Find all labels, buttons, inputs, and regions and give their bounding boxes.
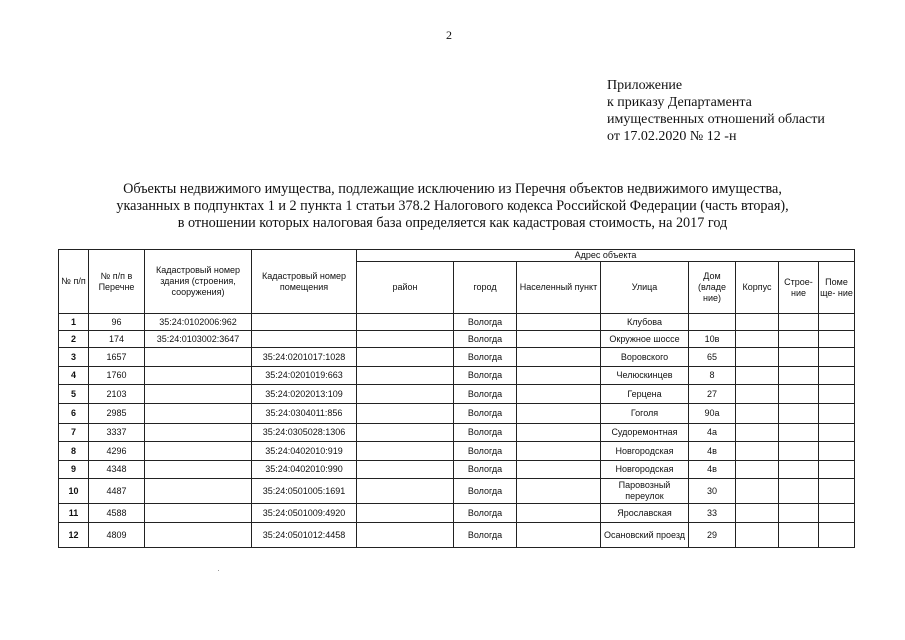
cell-settlement (517, 331, 601, 348)
cell-district (357, 367, 454, 385)
cell-premise-cadastral (252, 331, 357, 348)
cell-stroenie (779, 348, 819, 367)
cell-premise-cadastral: 35:24:0201017:1028 (252, 348, 357, 367)
cell-num: 7 (59, 424, 89, 442)
cell-house: 4в (689, 442, 736, 461)
scan-speck (218, 570, 219, 571)
cell-district (357, 331, 454, 348)
cell-building-cadastral (145, 385, 252, 404)
cell-district (357, 314, 454, 331)
cell-premise-cadastral: 35:24:0304011:856 (252, 404, 357, 424)
cell-street: Ярославская (601, 504, 689, 523)
cell-house: 8 (689, 367, 736, 385)
cell-building-cadastral (145, 404, 252, 424)
table-row (59, 442, 855, 461)
header-building-cadastral: Кадастровый номер здания (строения, сооружения) (145, 250, 252, 314)
cell-building-cadastral (145, 442, 252, 461)
cell-pomeshchenie (819, 348, 855, 367)
cell-settlement (517, 461, 601, 479)
cell-city: Вологда (454, 461, 517, 479)
cell-city: Вологда (454, 314, 517, 331)
cell-street: Воровского (601, 348, 689, 367)
cell-premise-cadastral: 35:24:0501005:1691 (252, 479, 357, 504)
table-row (59, 385, 855, 404)
cell-list-num: 4588 (89, 504, 145, 523)
cell-city: Вологда (454, 404, 517, 424)
cell-settlement (517, 504, 601, 523)
cell-korpus (736, 314, 779, 331)
cell-stroenie (779, 504, 819, 523)
cell-list-num: 1657 (89, 348, 145, 367)
cell-list-num: 1760 (89, 367, 145, 385)
table-row (59, 479, 855, 504)
cell-district (357, 504, 454, 523)
cell-district (357, 523, 454, 548)
cell-korpus (736, 479, 779, 504)
cell-num: 5 (59, 385, 89, 404)
cell-building-cadastral (145, 424, 252, 442)
cell-district (357, 424, 454, 442)
table-row (59, 314, 855, 331)
cell-num: 12 (59, 523, 89, 548)
cell-street: Новгородская (601, 442, 689, 461)
cell-stroenie (779, 385, 819, 404)
cell-korpus (736, 385, 779, 404)
header-house: Дом (владе ние) (689, 262, 736, 314)
title-line-2: указанных в подпунктах 1 и 2 пункта 1 статьи 378.2 Налогового кодекса Российской Федерации (часть вторая), (116, 198, 789, 214)
cell-pomeshchenie (819, 314, 855, 331)
cell-settlement (517, 523, 601, 548)
cell-settlement (517, 385, 601, 404)
cell-city: Вологда (454, 523, 517, 548)
cell-house (689, 314, 736, 331)
cell-house: 27 (689, 385, 736, 404)
cell-building-cadastral: 35:24:0103002:3647 (145, 331, 252, 348)
cell-settlement (517, 314, 601, 331)
table-row (59, 523, 855, 548)
cell-pomeshchenie (819, 385, 855, 404)
cell-building-cadastral (145, 523, 252, 548)
cell-pomeshchenie (819, 331, 855, 348)
table-row (59, 348, 855, 367)
cell-city: Вологда (454, 479, 517, 504)
cell-korpus (736, 504, 779, 523)
cell-district (357, 442, 454, 461)
cell-num: 11 (59, 504, 89, 523)
cell-building-cadastral (145, 348, 252, 367)
cell-house: 10в (689, 331, 736, 348)
header-district: район (357, 262, 454, 314)
header-korpus: Корпус (736, 262, 779, 314)
cell-street: Челюскинцев (601, 367, 689, 385)
cell-street: Клубова (601, 314, 689, 331)
cell-korpus (736, 331, 779, 348)
cell-list-num: 174 (89, 331, 145, 348)
cell-city: Вологда (454, 442, 517, 461)
cell-house: 4а (689, 424, 736, 442)
cell-pomeshchenie (819, 404, 855, 424)
cell-settlement (517, 348, 601, 367)
cell-building-cadastral (145, 367, 252, 385)
cell-premise-cadastral: 35:24:0202013:109 (252, 385, 357, 404)
header-premise-cadastral: Кадастровый номер помещения (252, 250, 357, 314)
cell-stroenie (779, 523, 819, 548)
cell-district (357, 385, 454, 404)
cell-num: 1 (59, 314, 89, 331)
cell-num: 2 (59, 331, 89, 348)
cell-building-cadastral (145, 461, 252, 479)
header-pomeshchenie: Поме ще- ние (819, 262, 855, 314)
cell-num: 3 (59, 348, 89, 367)
cell-city: Вологда (454, 348, 517, 367)
cell-city: Вологда (454, 424, 517, 442)
cell-premise-cadastral: 35:24:0501012:4458 (252, 523, 357, 548)
cell-pomeshchenie (819, 479, 855, 504)
header-city: город (454, 262, 517, 314)
cell-stroenie (779, 424, 819, 442)
cell-building-cadastral (145, 504, 252, 523)
header-list-num: № п/п в Перечне (89, 250, 145, 314)
cell-street: Паровозный переулок (601, 479, 689, 504)
cell-stroenie (779, 461, 819, 479)
appendix-line-3: имущественных отношений области (607, 112, 825, 127)
cell-settlement (517, 424, 601, 442)
cell-city: Вологда (454, 367, 517, 385)
objects-table (58, 249, 855, 548)
cell-list-num: 4487 (89, 479, 145, 504)
cell-num: 9 (59, 461, 89, 479)
cell-district (357, 348, 454, 367)
cell-pomeshchenie (819, 367, 855, 385)
cell-street: Новгородская (601, 461, 689, 479)
header-num: № п/п (59, 250, 89, 314)
table-row (59, 461, 855, 479)
table-row (59, 331, 855, 348)
cell-settlement (517, 367, 601, 385)
cell-premise-cadastral: 35:24:0201019:663 (252, 367, 357, 385)
cell-street: Судоремонтная (601, 424, 689, 442)
title-line-3: в отношении которых налоговая база определяется как кадастровая стоимость, на 2017 год (177, 215, 728, 231)
cell-district (357, 404, 454, 424)
document-title (40, 181, 865, 232)
cell-stroenie (779, 442, 819, 461)
cell-house: 29 (689, 523, 736, 548)
cell-settlement (517, 479, 601, 504)
cell-settlement (517, 404, 601, 424)
cell-premise-cadastral: 35:24:0402010:990 (252, 461, 357, 479)
table-row (59, 504, 855, 523)
cell-stroenie (779, 331, 819, 348)
cell-house: 30 (689, 479, 736, 504)
cell-premise-cadastral: 35:24:0501009:4920 (252, 504, 357, 523)
cell-num: 8 (59, 442, 89, 461)
cell-list-num: 2103 (89, 385, 145, 404)
cell-korpus (736, 461, 779, 479)
cell-house: 4в (689, 461, 736, 479)
cell-city: Вологда (454, 504, 517, 523)
header-address-group: Адрес объекта (357, 250, 855, 262)
header-stroenie: Строе- ние (779, 262, 819, 314)
cell-list-num: 96 (89, 314, 145, 331)
cell-house: 33 (689, 504, 736, 523)
cell-city: Вологда (454, 331, 517, 348)
cell-district (357, 461, 454, 479)
cell-house: 65 (689, 348, 736, 367)
cell-premise-cadastral: 35:24:0305028:1306 (252, 424, 357, 442)
cell-korpus (736, 523, 779, 548)
cell-house: 90а (689, 404, 736, 424)
cell-settlement (517, 442, 601, 461)
cell-stroenie (779, 479, 819, 504)
appendix-block (607, 77, 825, 145)
cell-city: Вологда (454, 385, 517, 404)
cell-stroenie (779, 367, 819, 385)
cell-pomeshchenie (819, 424, 855, 442)
cell-korpus (736, 367, 779, 385)
cell-district (357, 479, 454, 504)
cell-pomeshchenie (819, 442, 855, 461)
header-street: Улица (601, 262, 689, 314)
appendix-line-1: Приложение (607, 78, 683, 93)
cell-street: Герцена (601, 385, 689, 404)
cell-building-cadastral (145, 479, 252, 504)
cell-num: 4 (59, 367, 89, 385)
cell-street: Гоголя (601, 404, 689, 424)
cell-korpus (736, 348, 779, 367)
cell-stroenie (779, 404, 819, 424)
table-row (59, 367, 855, 385)
cell-list-num: 3337 (89, 424, 145, 442)
cell-list-num: 4809 (89, 523, 145, 548)
cell-building-cadastral: 35:24:0102006:962 (145, 314, 252, 331)
header-settlement: Населенный пункт (517, 262, 601, 314)
cell-stroenie (779, 314, 819, 331)
title-line-1: Объекты недвижимого имущества, подлежащие исключению из Перечня объектов недвижимого имущества, (123, 181, 782, 197)
cell-korpus (736, 404, 779, 424)
cell-pomeshchenie (819, 461, 855, 479)
table-row (59, 404, 855, 424)
cell-list-num: 4296 (89, 442, 145, 461)
appendix-line-2: к приказу Департамента (607, 95, 752, 110)
page-number: 2 (446, 28, 452, 42)
cell-list-num: 4348 (89, 461, 145, 479)
cell-pomeshchenie (819, 523, 855, 548)
appendix-line-4: от 17.02.2020 № 12 -н (607, 129, 737, 144)
table-row (59, 424, 855, 442)
cell-street: Окружное шоссе (601, 331, 689, 348)
cell-num: 10 (59, 479, 89, 504)
cell-num: 6 (59, 404, 89, 424)
cell-list-num: 2985 (89, 404, 145, 424)
cell-pomeshchenie (819, 504, 855, 523)
cell-street: Осановский проезд (601, 523, 689, 548)
cell-premise-cadastral: 35:24:0402010:919 (252, 442, 357, 461)
cell-premise-cadastral (252, 314, 357, 331)
cell-korpus (736, 442, 779, 461)
cell-korpus (736, 424, 779, 442)
